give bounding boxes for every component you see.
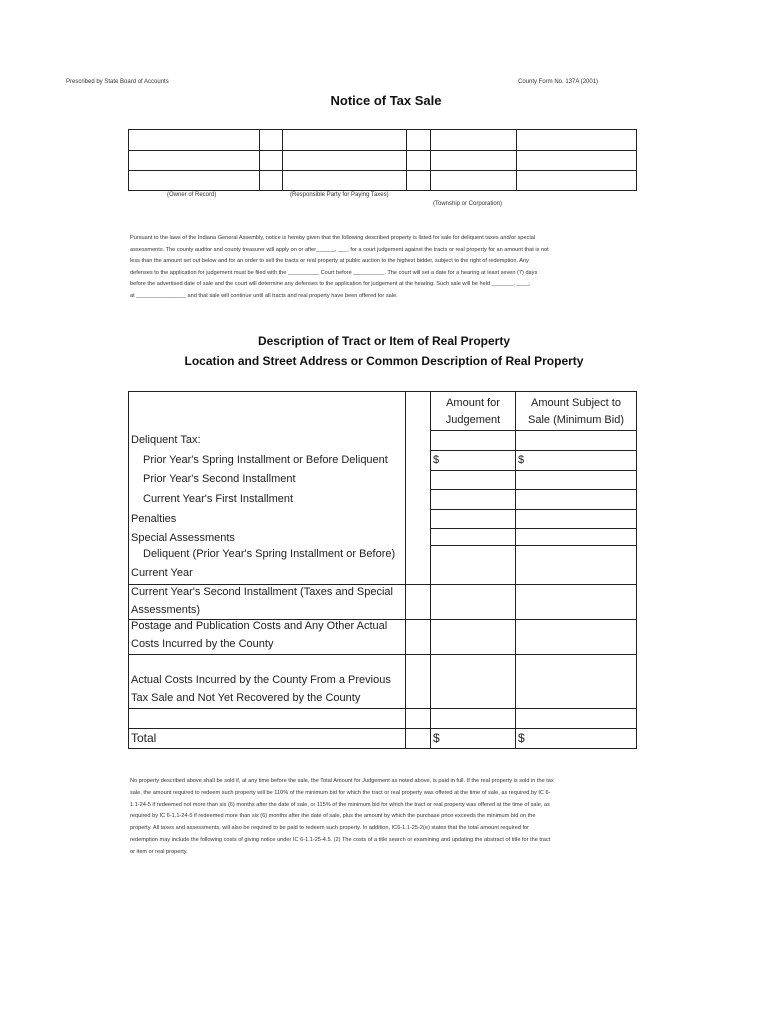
- county-form-number: County Form No. 137A (2001): [518, 79, 599, 85]
- table-col-divider: [405, 392, 406, 748]
- paragraph-line: assessments. The county auditor and county treasurer will apply on or after______, ___, for a court judgement against the tracts or real property for an amount that is not: [130, 246, 549, 253]
- table-col-divider: [406, 130, 407, 190]
- total-judgement-dollar-sign: $: [433, 731, 440, 745]
- table-col-divider: [259, 130, 260, 190]
- table-row-divider: [430, 545, 636, 546]
- table-row-divider: [129, 728, 636, 729]
- tax-amounts-table: [128, 391, 637, 749]
- responsible-party-label: (Responsible Party for Paying Taxes): [290, 192, 389, 198]
- row-label-special-assessments: Special Assessments: [131, 532, 235, 544]
- row-label-current-first: Current Year's First Installment: [143, 493, 294, 505]
- row-label-total: Total: [131, 731, 157, 745]
- paragraph-line: sale, the amount required to redeem such property will be 110% of the minimum bid for which the tract or real property was offered at the time of sale, as required by IC 6-: [130, 789, 551, 796]
- amount-judgement-header: [431, 395, 515, 429]
- amount-subject-header: [516, 395, 636, 429]
- paragraph-line: property. All taxes and assessments, will also be required to be paid to redeem such property. In addition, IC6-1.1-25-2(e) states that the total amount required for: [130, 825, 530, 832]
- paragraph-line: defenses to the application for judgement must be filed with the __________ Court before __________. The court will set a date for a hearing at least seven (7) days: [130, 269, 538, 276]
- paragraph-line: 1.1-24-5 if redeemed not more than six (6) months after the date of sale, or 115% of the minimum bid for which the tract or real property was offered at the time of sale, as: [130, 801, 550, 808]
- paragraph-line: required by IC 6-1.1-24-5 if redeemed more than six (6) months after the date of sale, plus the amount by which the purchase price exceeds the minimum bid on the: [130, 813, 536, 820]
- tract-description-heading-text: Description of Tract or Item of Real Property: [257, 334, 511, 348]
- header-line: Amount Subject to: [531, 397, 621, 409]
- table-col-divider: [430, 130, 431, 190]
- row-label-current-year: Current Year: [131, 567, 193, 579]
- min-bid-dollar-sign: $: [518, 454, 525, 466]
- paragraph-line: or item or real property.: [130, 848, 188, 855]
- total-min-bid-dollar-sign: $: [518, 731, 525, 745]
- table-row-divider: [430, 450, 636, 451]
- header-line: Judgement: [445, 414, 501, 426]
- township-label: (Township or Corporation): [433, 201, 503, 207]
- table-col-divider: [515, 392, 516, 748]
- notice-paragraph: [130, 233, 635, 302]
- table-row-divider: [129, 654, 636, 655]
- row-label-current-second: Current Year's Second Installment (Taxes and Special: [131, 586, 393, 598]
- location-heading-text: Location and Street Address or Common Description of Real Property: [184, 354, 584, 368]
- table-row-divider: [430, 528, 636, 529]
- table-row-divider: [129, 708, 636, 709]
- table-row-divider: [430, 470, 636, 471]
- row-label-assessments: Assessments): [131, 604, 201, 616]
- row-label-postage: Postage and Publication Costs and Any Other Actual: [131, 620, 388, 632]
- page-title: [0, 93, 770, 108]
- row-label-actual-costs: Actual Costs Incurred by the County From a Previous: [131, 674, 391, 686]
- location-heading: [0, 354, 770, 368]
- row-label-penalties: Penalties: [131, 513, 177, 525]
- tract-description-heading: [0, 334, 770, 348]
- table-row-divider: [430, 509, 636, 510]
- paragraph-line: less than the amount set out below and for an order to sell the tracts or real property at public auction to the highest bidder, subject to the right of redemption. Any: [130, 258, 529, 264]
- row-label-prior-second: Prior Year's Second Installment: [143, 473, 296, 485]
- judgement-dollar-sign: $: [433, 454, 440, 466]
- table-row-divider: [129, 170, 636, 171]
- table-col-divider: [516, 130, 517, 190]
- owner-info-table: [128, 129, 637, 191]
- table-row-divider: [430, 430, 636, 431]
- redemption-paragraph: [130, 776, 635, 859]
- paragraph-line: at ________________ and that sale will continue until all tracts and real property have been offered for sale.: [130, 292, 398, 299]
- table-row-divider: [430, 489, 636, 490]
- page-title-text: Notice of Tax Sale: [330, 93, 442, 108]
- paragraph-line: before the advertised date of sale and the court will determine any defenses to the application for judgement at the hearing. Such sale will be held _______, ____,: [130, 281, 531, 287]
- table-col-divider: [282, 130, 283, 190]
- prescribed-note: Prescribed by State Board of Accounts: [66, 79, 169, 85]
- row-label-prior-spring: Prior Year's Spring Installment or Before Deliquent: [143, 454, 388, 466]
- paragraph-line: redemption may include the following costs of giving notice under IC 6-1.1-25-4.5. (2) The costs of a title search or examining and updating the abstract of title for the tract: [130, 836, 551, 843]
- table-col-divider: [430, 392, 431, 748]
- row-label-deliquent-tax: Deliquent Tax:: [131, 434, 201, 446]
- table-row-divider: [129, 150, 636, 151]
- owner-label: (Owner of Record): [167, 192, 217, 198]
- header-line: Sale (Minimum Bid): [528, 414, 624, 426]
- paragraph-line: No property described above shall be sold if, at any time before the sale, the Total Amount for Judgement as noted above, is paid in full. If the real property is sold in the tax: [130, 778, 554, 784]
- paragraph-line: Pursuant to the laws of the Indiana General Assembly, notice is hereby given that the following described property is listed for sale for deliquent taxes and/or special: [130, 235, 536, 241]
- row-label-not-recovered: Tax Sale and Not Yet Recovered by the County: [131, 692, 361, 704]
- row-label-deliquent-prior: Deliquent (Prior Year's Spring Installment or Before): [143, 548, 396, 560]
- row-label-costs-incurred: Costs Incurred by the County: [131, 638, 274, 650]
- header-line: Amount for: [446, 397, 500, 409]
